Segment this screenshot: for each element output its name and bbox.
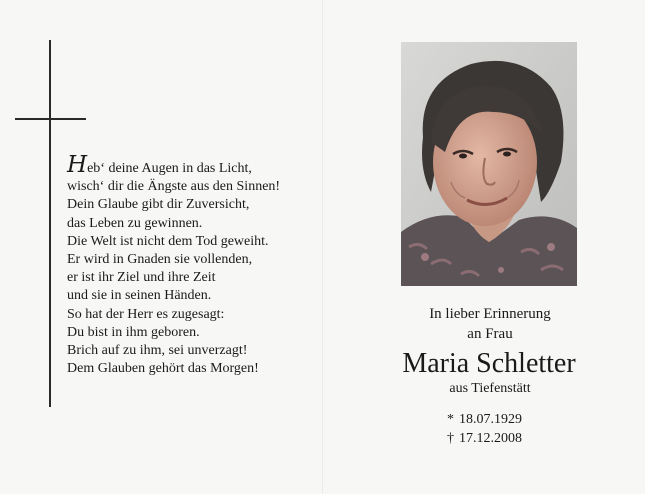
life-dates: [447, 411, 567, 448]
poem-line: er ist ihr Ziel und ihre Zeit: [67, 270, 216, 286]
poem-line: und sie in seinen Händen.: [67, 288, 212, 304]
birth-star-icon: *: [447, 412, 454, 427]
poem-line: Die Welt ist nicht dem Tod geweiht.: [67, 233, 269, 249]
card-fold-line: [322, 0, 323, 494]
poem-line: So hat der Herr es zugesagt:: [67, 306, 225, 322]
poem-initial: H: [67, 152, 88, 178]
poem-line: wisch‘ dir die Ängste aus den Sinnen!: [67, 179, 281, 195]
cross-icon-vertical-bar: [49, 40, 51, 407]
death-date-row: [447, 430, 567, 449]
poem-line: das Leben zu gewinnen.: [67, 215, 203, 231]
death-date: 17.12.2008: [459, 430, 522, 446]
poem-line: Dem Glauben gehört das Morgen!: [67, 361, 259, 377]
death-cross-icon: †: [447, 430, 454, 446]
poem: [67, 152, 317, 378]
memorial-line-1: In lieber Erinnerung: [429, 306, 551, 322]
deceased-name: Maria Schletter: [402, 348, 576, 379]
poem-line: Brich auf zu ihm, sei unverzagt!: [67, 343, 248, 359]
poem-line: Heb‘ deine Augen in das Licht,: [67, 152, 252, 178]
poem-line: Du bist in ihm geboren.: [67, 324, 200, 340]
birth-date-row: [447, 411, 567, 430]
portrait-illustration: [401, 42, 577, 286]
poem-line: Dein Glaube gibt dir Zuversicht,: [67, 197, 250, 213]
poem-line: Er wird in Gnaden sie vollenden,: [67, 252, 253, 268]
birth-date: 18.07.1929: [459, 412, 522, 427]
memorial-line-2: an Frau: [467, 326, 513, 342]
portrait-photo: [401, 42, 577, 286]
origin-text: aus Tiefenstätt: [449, 381, 531, 396]
cross-icon-horizontal-bar: [15, 118, 86, 120]
memorial-intro: [405, 304, 575, 344]
